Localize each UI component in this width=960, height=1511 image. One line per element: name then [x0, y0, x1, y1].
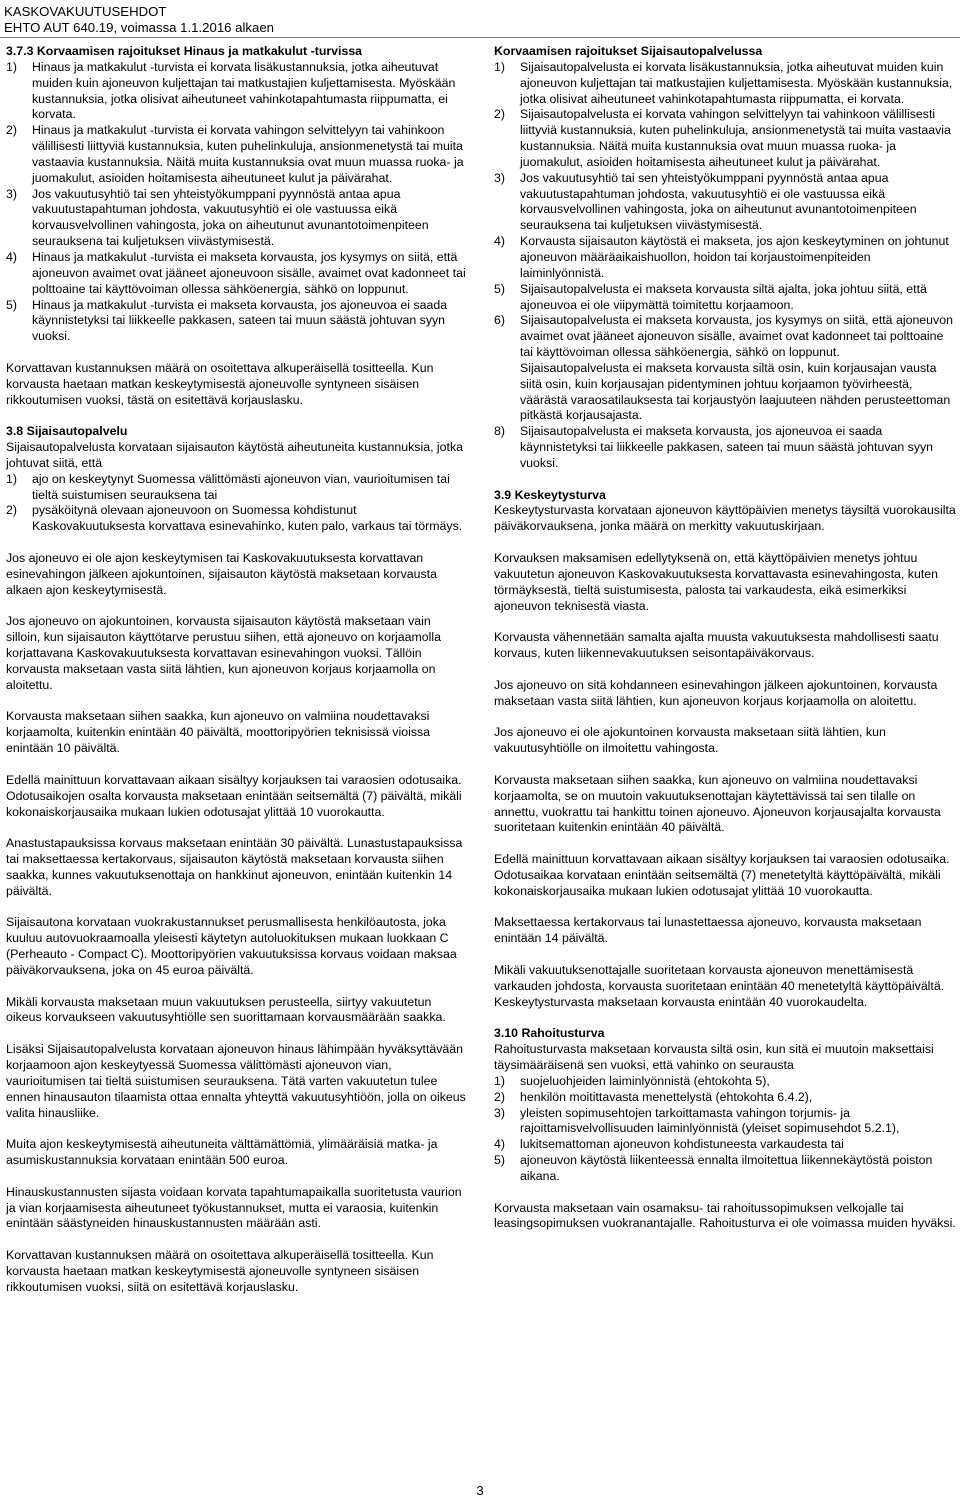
item-number: 1)	[494, 1073, 505, 1088]
item-number: 4)	[494, 234, 505, 249]
item-number: 1)	[6, 471, 17, 486]
list-item	[6, 187, 468, 250]
item-text: Sijaisautopalvelusta ei makseta korvausta, jos kysymys on siitä, että ajoneuvon avaimet ovat jääneet ajoneuvon sisälle, avaimet ovat kadonneet tai polttoaine tai käyttövoiman ollessa sähköenergia, sähkö on loppunut.	[520, 313, 953, 360]
list-item	[494, 1090, 958, 1106]
document-name: KASKOVAKUUTUSEHDOT	[4, 4, 167, 19]
paragraph: Korvauksen maksamisen edellytyksenä on, että käyttöpäivien menetys johtuu vakuutetun ajoneuvon Kaskovakuutuksesta korvattavasta esinevahingosta, kuten törmäyksestä, tieltä suistumisesta, palosta tai varkaudesta, eikä esimerkiksi ajoneuvon teknisestä viasta.	[494, 551, 938, 613]
paragraph: Korvausta vähennetään samalta ajalta muusta vakuutuksesta mahdollisesti saatu korvaus, kuten liikennevakuutuksen seisontapäiväkorvaus.	[494, 630, 939, 661]
item-number: 4)	[6, 249, 17, 264]
paragraph: Anastustapauksissa korvaus maksetaan enintään 30 päivältä. Lunastustapauksissa tai maksettaessa kertakorvaus, sijaisauton käytöstä maksetaan korvausta siihen saakka, kunnes vakuutuksenottaja on hankkinut ajoneuvon, enintään kuitenkin 14 päivältä.	[6, 836, 463, 898]
item-text: lukitsemattoman ajoneuvon kohdistuneesta varkaudesta tai	[520, 1137, 844, 1152]
item-text: ajoneuvon käytöstä liikenteessä ennalta ilmoitettua liikennekäytöstä poiston aikana.	[520, 1153, 933, 1183]
paragraph: Muita ajon keskeytymisestä aiheutuneita välttämättömiä, ylimääräisiä matka- ja asumiskustannuksia korvataan enintään 500 euroa.	[6, 1137, 438, 1168]
document-version: EHTO AUT 640.19, voimassa 1.1.2016 alkaen	[4, 19, 275, 35]
list-item	[494, 1106, 958, 1138]
item-text: Hinaus ja matkakulut -turvista ei korvata vahingon selvittelyyn tai vahinkoon välillisesti liittyviä kustannuksia, kuten puhelinkuluja, ansionmenetystä tai muita vastaavia kustannuksia. Näitä muita kustannuksia ovat muun muassa ruoka- ja juomakulut, asioiden hoitamisesta aiheutuneet kulut ja päivärahat.	[32, 123, 464, 185]
paragraph: Edellä mainittuun korvattavaan aikaan sisältyy korjauksen tai varaosien odotusaika. Odotusaikojen osalta korvausta maksetaan enintään seitsemältä (7) päivältä, mikäli kokonaiskorjausaika mukaan lukien odotusajat ylittää 10 vuorokautta.	[6, 772, 462, 819]
item-number: 6)	[494, 313, 505, 328]
paragraph: Lisäksi Sijaisautopalvelusta korvataan ajoneuvon hinaus lähimpään hyväksyttävään korjaamoon ajon keskeytyessä Suomessa välittömästi ajoneuvon vian, vaurioitumisen tai tieltä suistumisen seurauksena. Tätä varten vakuutetun tulee ennen hinausauton tilaamista ottaa ennalta yhteyttä vakuutusyhtiöön, jolla on oikeus valita hinausliike.	[6, 1042, 466, 1120]
list-item	[494, 234, 958, 282]
item-text: yleisten sopimusehtojen tarkoittamasta vahingon torjumis- ja rajoittamisvelvollisuuden laiminlyönnistä (yleiset sopimusehdot 5.2.1),	[520, 1105, 900, 1136]
item-number: 5)	[494, 281, 505, 296]
list-item	[494, 1137, 958, 1153]
list-item	[6, 503, 468, 535]
paragraph: Mikäli vakuutuksenottajalle suoritetaan korvausta ajoneuvon menettämisestä varkauden johdosta, korvausta suoritetaan enintään 40 menetetyltä käyttöpäivältä. Keskeytysturvasta maksetaan korvausta enintään 40 vuorokaudelta.	[494, 962, 945, 1009]
list-item	[6, 298, 468, 346]
list-item	[494, 107, 958, 170]
item-number: 5)	[494, 1153, 505, 1168]
item-number: 2)	[6, 503, 17, 518]
paragraph: Korvattavan kustannuksen määrä on osoitettava alkuperäisellä tositteella. Kun korvausta haetaan matkan keskeytymisestä ajoneuvolle syntyneen sisäisen rikkoutumisen vuoksi, tästä on esitettävä korjauslasku.	[6, 360, 434, 407]
paragraph: Korvattavan kustannuksen määrä on osoitettava alkuperäisellä tositteella. Kun korvausta haetaan matkan keskeytymisestä ajoneuvolle syntyneen sisäisen rikkoutumisen vuoksi, siitä on esitettävä korjauslasku.	[6, 1248, 434, 1294]
item-text: Hinaus ja matkakulut -turvista ei makseta korvausta, jos kysymys on siitä, että ajoneuvon avaimet ovat jääneet ajoneuvoon sisälle, avaimet ovat kadonneet tai polttoaine tai käyttövoiman ollessa sähköenergia, sähkö on loppunut.	[32, 249, 466, 296]
item-continuation: Sijaisautopalvelusta ei makseta korvausta siltä osin, kuin korjausajan vausta siitä osin, kuin korjausajan pidentyminen johtuu korjaamon työvirheestä, väärästä varaosatilauksesta tai korjaustyön laajuuteen nähden perusteettoman pitkästä korjausajasta.	[520, 360, 951, 423]
item-text: Sijaisautopalvelusta ei makseta korvausta siltä ajalta, joka johtuu siitä, että ajoneuvoa ei ole viipymättä toimitettu korjaamoon.	[520, 281, 927, 312]
paragraph: Rahoitusturvasta maksetaan korvausta siltä osin, kun sitä ei muutoin maksettaisi täysimääräisenä sen vuoksi, että vahinko on seurausta	[494, 1042, 934, 1072]
list-item	[6, 60, 468, 123]
paragraph: Keskeytysturvasta korvataan ajoneuvon käyttöpäivien menetys täysiltä vuorokausilta päiväkorvauksena, jonka määrä on merkitty vakuutuskirjaan.	[494, 503, 956, 534]
item-number: 1)	[6, 59, 17, 74]
section-title: Korvaamisen rajoitukset Sijaisautopalvelussa	[494, 44, 763, 58]
paragraph: Sijaisautona korvataan vuokrakustannukset perusmallisesta henkilöautosta, joka kuuluu autovuokraamoalla yleisesti käytetyn autoluokituksen mukaan luokkaan C (Perheauto - Compact C). Moottoripyörien vakuutuksissa korvaus voidaan maksaa päiväkorvauksena, joka on 45 euroa päivältä.	[6, 915, 457, 977]
item-text: henkilön moitittavasta menettelystä (ehtokohta 6.4.2),	[520, 1089, 813, 1104]
paragraph: Maksettaessa kertakorvaus tai lunastettaessa ajoneuvo, korvausta maksetaan enintään 14 päivältä.	[494, 915, 922, 946]
document-header	[4, 4, 274, 35]
item-number: 3)	[494, 170, 505, 185]
list-item	[494, 313, 958, 424]
right-column	[494, 44, 958, 1232]
item-text: Sijaisautopalvelusta ei makseta korvausta, jos ajoneuvoa ei saada käynnistetyksi tai liikkeelle pakkasen, sateen tai muun säästä johtuvan syyn vuoksi.	[520, 424, 934, 470]
item-text: Jos vakuutusyhtiö tai sen yhteistyökumppani pyynnöstä antaa apua vakuutustapahtuman johdosta, vakuutusyhtiö ei ole vastuussa eikä korvausvelvollinen vahingosta, joka on aiheutunut avunantotoimenpiteen seurauksena tai kuljetuksen viivästymisestä.	[520, 170, 917, 233]
item-number: 1)	[494, 59, 505, 74]
item-text: Sijaisautopalvelusta ei korvata lisäkustannuksia, jotka aiheutuvat muiden kuin ajoneuvon kuljettajan tai matkustajien kuljettamisesta. Myöskään kustannuksia, jotka olisivat aiheutuneet vahinkotapahtumasta riippumatta, ei korvata.	[520, 59, 953, 106]
paragraph: Jos ajoneuvo on ajokuntoinen, korvausta sijaisauton käytöstä maksetaan vain silloin, kun sijaisauton käyttötarve perustuu siihen, että ajoneuvo on korjaamolla korjattavana Kaskovakuutuksesta korvattavan esinevahingon vuoksi. Tällöin korvausta maksetaan vasta siitä lähtien, kun ajoneuvon korjaus korjaamolla on aloitettu.	[6, 614, 442, 692]
item-text: Sijaisautopalvelusta ei korvata vahingon selvittelyyn tai vahinkoon välillisesti liittyviä kustannuksia, kuten puhelinkuluja, ansionmenetystä tai muita vastaavia kustannuksia. Näitä muita kustannuksia ovat muun muassa ruoka- ja juomakulut, asioiden hoitamisesta aiheutuneet kulut ja päivärahat.	[520, 107, 951, 169]
item-number: 2)	[494, 107, 505, 122]
section-title: 3.7.3 Korvaamisen rajoitukset Hinaus ja matkakulut -turvissa	[6, 44, 363, 58]
paragraph: Jos ajoneuvo on sitä kohdanneen esinevahingon jälkeen ajokuntoinen, korvausta maksetaan vasta siitä lähtien, kun ajoneuvon korjaus korjaamolla on aloitettu.	[494, 677, 938, 708]
item-text: Korvausta sijaisauton käytöstä ei makseta, jos ajon keskeytyminen on johtunut ajoneuvon määräaikaishuollon, hoidon tai korjaustoimenpiteiden laiminlyönnistä.	[520, 234, 949, 280]
item-text: suojeluohjeiden laiminlyönnistä (ehtokohta 5),	[520, 1073, 770, 1088]
page-number: 3	[476, 1483, 484, 1498]
paragraph: Korvausta maksetaan siihen saakka, kun ajoneuvo on valmiina noudettavaksi korjaamolta, se on muutoin vakuutuksenottajan käytettävissä tai sen tilalle on annettu, vuokrattu tai hankittu toinen ajoneuvo. Ajoneuvon korjausajalta korvausta suoritetaan kuitenkin enintään 40 päivältä.	[494, 772, 941, 835]
left-column	[6, 44, 468, 1296]
paragraph: Korvausta maksetaan siihen saakka, kun ajoneuvo on valmiina noudettavaksi korjaamolta, kuitenkin enintään 40 päivältä, moottoripyörien teknisissä vioissa enintään 10 päivältä.	[6, 709, 431, 756]
list-item	[6, 250, 468, 298]
item-number: 4)	[494, 1137, 505, 1152]
item-text: pysäköitynä olevaan ajoneuvoon on Suomessa kohdistunut Kaskovakuutuksesta korvattava esinevahinko, kuten palo, varkaus tai törmäys.	[32, 503, 463, 534]
item-text: Jos vakuutusyhtiö tai sen yhteistyökumppani pyynnöstä antaa apua vakuutustapahtuman johdosta, vakuutusyhtiö ei ole vastuussa eikä korvausvelvollinen vahingosta, joka on aiheutunut avunantotoimenpiteen seurauksena tai kuljetuksen viivästymisestä.	[32, 186, 429, 249]
list-item	[494, 424, 958, 472]
paragraph: Mikäli korvausta maksetaan muun vakuutuksen perusteella, siirtyy vakuutetun oikeus korvaukseen vakuutusyhtiölle sen suorittamaan korvausmäärään saakka.	[6, 994, 446, 1025]
paragraph: Jos ajoneuvo ei ole ajokuntoinen korvausta maksetaan siitä lähtien, kun vakuutusyhtiölle on ilmoitettu vahingosta.	[494, 725, 886, 756]
section-title: 3.10 Rahoitusturva	[494, 1026, 605, 1041]
paragraph: Hinauskustannusten sijasta voidaan korvata tapahtumapaikalla suoritetusta vaurion ja vian korjaamisesta aiheutuneet työkustannukset, mutta ei varaosia, kuitenkin enintään säästyneiden hinauskustannusten määrään asti.	[6, 1184, 462, 1231]
section-title: 3.8 Sijaisautopalvelu	[6, 424, 128, 439]
list-item	[6, 123, 468, 186]
section-title: 3.9 Keskeytysturva	[494, 487, 606, 502]
list-item	[494, 1074, 958, 1090]
item-number: 2)	[6, 123, 17, 138]
item-number: 5)	[6, 297, 17, 312]
list-item	[494, 1153, 958, 1185]
list-item	[494, 282, 958, 314]
paragraph: Edellä mainittuun korvattavaan aikaan sisältyy korjauksen tai varaosien odotusaika. Odotusaikaa korvataan enintään seitsemältä (7) menetetyltä käyttöpäivältä, mikäli kokonaiskorjausaika mukaan lukien odotusajat ylittää 10 vuorokautta.	[494, 852, 950, 898]
paragraph: Korvausta maksetaan vain osamaksu- tai rahoitussopimuksen velkojalle tai leasingsopimuksen vuokranantajalle. Rahoitusturva ei ole voimassa muiden hyväksi.	[494, 1200, 956, 1231]
list-item	[494, 60, 958, 108]
item-text: Hinaus ja matkakulut -turvista ei korvata lisäkustannuksia, jotka aiheutuvat muiden kuin ajoneuvon kuljettajan tai matkustajien kuljettamisesta. Myöskään kustannuksia, jotka olisivat aiheutuneet vahinkotapahtumasta riippumatta, ei korvata.	[32, 59, 456, 122]
paragraph: Sijaisautopalvelusta korvataan sijaisauton käytöstä aiheutuneita kustannuksia, jotka johtuvat siitä, että	[6, 440, 464, 470]
header-divider	[0, 37, 960, 38]
item-number: 8)	[494, 424, 505, 439]
list-item	[494, 171, 958, 234]
item-number: 2)	[494, 1089, 505, 1104]
paragraph: Jos ajoneuvo ei ole ajon keskeytymisen tai Kaskovakuutuksesta korvattavan esinevahingon jälkeen ajokuntoinen, sijaisauton käytöstä maksetaan korvausta alkaen ajon keskeytymisestä.	[6, 551, 437, 597]
item-number: 3)	[6, 186, 17, 201]
item-text: ajo on keskeytynyt Suomessa välittömästi ajoneuvon vian, vaurioitumisen tai tieltä suistumisen seurauksena tai	[32, 471, 450, 502]
item-number: 3)	[494, 1105, 505, 1120]
list-item	[6, 472, 468, 504]
item-text: Hinaus ja matkakulut -turvista ei makseta korvausta, jos ajoneuvoa ei saada käynnistetyksi tai liikkeelle pakkasen, sateen tai muun säästä johtuvan syyn vuoksi.	[32, 297, 448, 344]
